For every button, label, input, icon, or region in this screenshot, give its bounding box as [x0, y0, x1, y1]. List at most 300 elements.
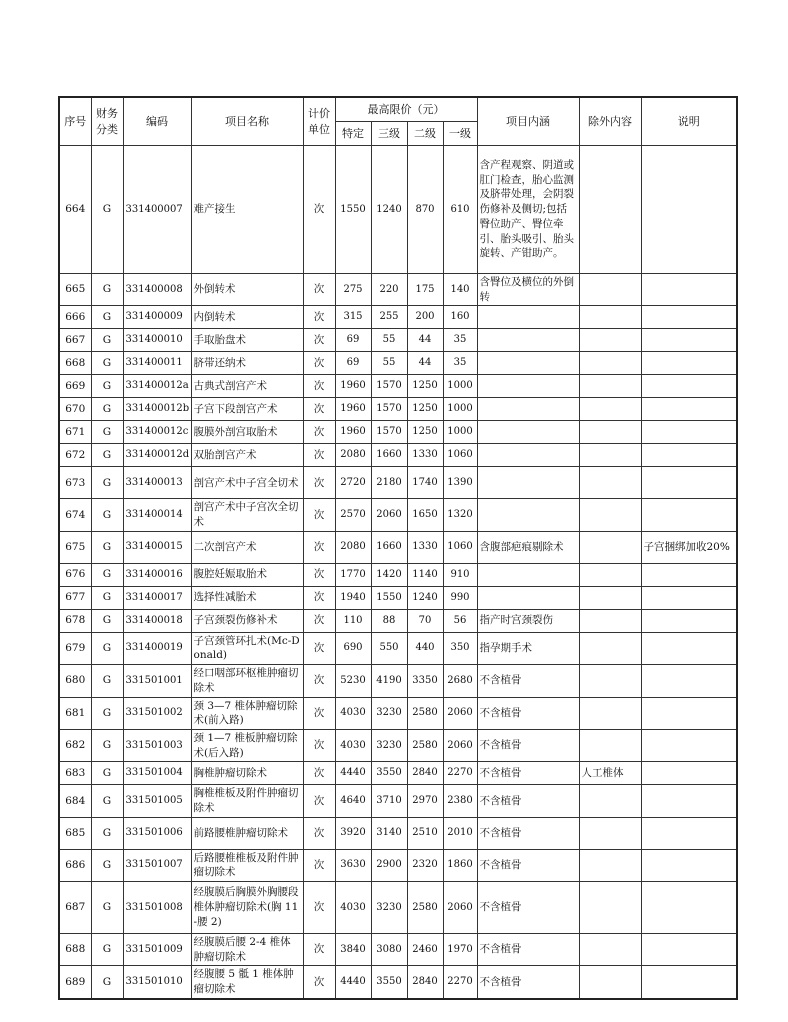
cell-excl — [579, 499, 641, 531]
cell-special: 69 — [335, 352, 371, 375]
cell-special: 690 — [335, 632, 371, 664]
cell-g1: 2010 — [443, 817, 477, 849]
cell-code: 331400019 — [123, 632, 191, 664]
cell-name: 手取胎盘术 — [191, 329, 303, 352]
cell-unit: 次 — [303, 849, 335, 881]
cell-fin: G — [91, 352, 123, 375]
cell-seq: 664 — [59, 146, 91, 274]
cell-special: 315 — [335, 306, 371, 329]
cell-unit: 次 — [303, 444, 335, 467]
cell-code: 331400012d — [123, 444, 191, 467]
cell-seq: 668 — [59, 352, 91, 375]
cell-unit: 次 — [303, 398, 335, 421]
cell-fin: G — [91, 467, 123, 499]
cell-content: 不含植骨 — [477, 785, 579, 817]
cell-unit: 次 — [303, 467, 335, 499]
cell-excl — [579, 665, 641, 697]
cell-g3: 3550 — [371, 966, 407, 999]
header-special: 特定 — [335, 122, 371, 146]
cell-code: 331400017 — [123, 586, 191, 609]
cell-code: 331400009 — [123, 306, 191, 329]
cell-g1: 910 — [443, 563, 477, 586]
table-row — [59, 146, 737, 274]
table-row — [59, 966, 737, 999]
cell-g2: 1140 — [407, 563, 443, 586]
cell-note — [641, 849, 737, 881]
cell-unit: 次 — [303, 352, 335, 375]
cell-g3: 1570 — [371, 375, 407, 398]
cell-g1: 2680 — [443, 665, 477, 697]
cell-code: 331501004 — [123, 762, 191, 785]
cell-g1: 1860 — [443, 849, 477, 881]
cell-g1: 2060 — [443, 697, 477, 729]
cell-special: 1550 — [335, 146, 371, 274]
cell-seq: 673 — [59, 467, 91, 499]
cell-content — [477, 444, 579, 467]
cell-fin: G — [91, 966, 123, 999]
cell-code: 331501001 — [123, 665, 191, 697]
cell-name: 经腹膜后腰 2-4 椎体肿瘤切除术 — [191, 934, 303, 966]
cell-g2: 1650 — [407, 499, 443, 531]
header-content: 项目内涵 — [477, 97, 579, 146]
cell-excl — [579, 632, 641, 664]
cell-excl — [579, 882, 641, 934]
cell-code: 331400014 — [123, 499, 191, 531]
cell-seq: 687 — [59, 882, 91, 934]
cell-g1: 1320 — [443, 499, 477, 531]
cell-code: 331400008 — [123, 274, 191, 306]
header-unit: 计价单位 — [303, 97, 335, 146]
cell-code: 331400007 — [123, 146, 191, 274]
cell-g2: 2840 — [407, 762, 443, 785]
cell-fin: G — [91, 817, 123, 849]
cell-g3: 1240 — [371, 146, 407, 274]
cell-excl — [579, 306, 641, 329]
header-name: 项目名称 — [191, 97, 303, 146]
cell-special: 4030 — [335, 729, 371, 761]
cell-g1: 1000 — [443, 398, 477, 421]
cell-note — [641, 444, 737, 467]
cell-content — [477, 586, 579, 609]
cell-g3: 1660 — [371, 444, 407, 467]
cell-g2: 2840 — [407, 966, 443, 999]
cell-special: 2080 — [335, 444, 371, 467]
cell-excl — [579, 817, 641, 849]
cell-content: 不含植骨 — [477, 697, 579, 729]
cell-excl — [579, 785, 641, 817]
cell-note — [641, 421, 737, 444]
cell-special: 4440 — [335, 762, 371, 785]
cell-content: 含臀位及横位的外倒转 — [477, 274, 579, 306]
cell-unit: 次 — [303, 697, 335, 729]
cell-fin: G — [91, 398, 123, 421]
cell-g2: 440 — [407, 632, 443, 664]
cell-fin: G — [91, 329, 123, 352]
cell-fin: G — [91, 665, 123, 697]
cell-excl — [579, 329, 641, 352]
cell-g3: 2060 — [371, 499, 407, 531]
cell-unit: 次 — [303, 531, 335, 563]
cell-g1: 1060 — [443, 444, 477, 467]
cell-note — [641, 966, 737, 999]
cell-unit: 次 — [303, 329, 335, 352]
cell-g2: 1740 — [407, 467, 443, 499]
cell-note — [641, 665, 737, 697]
cell-content — [477, 467, 579, 499]
cell-content — [477, 563, 579, 586]
cell-excl — [579, 467, 641, 499]
cell-name: 前路腰椎肿瘤切除术 — [191, 817, 303, 849]
cell-note — [641, 934, 737, 966]
cell-content — [477, 306, 579, 329]
cell-excl — [579, 531, 641, 563]
cell-name: 内倒转术 — [191, 306, 303, 329]
cell-fin: G — [91, 421, 123, 444]
cell-seq: 672 — [59, 444, 91, 467]
cell-special: 1960 — [335, 398, 371, 421]
cell-name: 剖宫产术中子宫全切术 — [191, 467, 303, 499]
cell-seq: 680 — [59, 665, 91, 697]
table-row — [59, 882, 737, 934]
cell-g2: 2460 — [407, 934, 443, 966]
cell-seq: 682 — [59, 729, 91, 761]
cell-special: 3840 — [335, 934, 371, 966]
cell-g2: 44 — [407, 352, 443, 375]
cell-fin: G — [91, 146, 123, 274]
cell-g3: 1660 — [371, 531, 407, 563]
cell-note — [641, 352, 737, 375]
cell-excl — [579, 966, 641, 999]
cell-note — [641, 882, 737, 934]
table-row — [59, 849, 737, 881]
cell-content — [477, 499, 579, 531]
cell-unit: 次 — [303, 375, 335, 398]
header-note: 说明 — [641, 97, 737, 146]
table-row — [59, 762, 737, 785]
cell-g3: 220 — [371, 274, 407, 306]
cell-content: 不含植骨 — [477, 966, 579, 999]
cell-fin: G — [91, 444, 123, 467]
cell-note — [641, 729, 737, 761]
cell-special: 3630 — [335, 849, 371, 881]
header-g1: 一级 — [443, 122, 477, 146]
cell-excl — [579, 444, 641, 467]
cell-fin: G — [91, 306, 123, 329]
cell-special: 110 — [335, 609, 371, 632]
cell-note — [641, 632, 737, 664]
cell-g2: 3350 — [407, 665, 443, 697]
cell-seq: 677 — [59, 586, 91, 609]
cell-special: 1960 — [335, 375, 371, 398]
cell-g3: 1550 — [371, 586, 407, 609]
cell-special: 1770 — [335, 563, 371, 586]
cell-fin: G — [91, 785, 123, 817]
cell-g1: 35 — [443, 352, 477, 375]
cell-g2: 175 — [407, 274, 443, 306]
cell-content: 不含植骨 — [477, 665, 579, 697]
cell-excl — [579, 849, 641, 881]
cell-excl — [579, 274, 641, 306]
cell-unit: 次 — [303, 665, 335, 697]
cell-code: 331400018 — [123, 609, 191, 632]
cell-unit: 次 — [303, 421, 335, 444]
cell-seq: 689 — [59, 966, 91, 999]
cell-g3: 2900 — [371, 849, 407, 881]
cell-code: 331400013 — [123, 467, 191, 499]
cell-g1: 2060 — [443, 729, 477, 761]
table-row — [59, 531, 737, 563]
cell-name: 胸椎肿瘤切除术 — [191, 762, 303, 785]
table-row — [59, 421, 737, 444]
cell-fin: G — [91, 609, 123, 632]
cell-special: 1940 — [335, 586, 371, 609]
cell-content — [477, 352, 579, 375]
cell-unit: 次 — [303, 306, 335, 329]
cell-excl — [579, 729, 641, 761]
header-g3: 三级 — [371, 122, 407, 146]
cell-seq: 676 — [59, 563, 91, 586]
cell-special: 3920 — [335, 817, 371, 849]
table-header — [59, 97, 737, 146]
cell-code: 331501008 — [123, 882, 191, 934]
cell-g2: 2580 — [407, 729, 443, 761]
cell-g2: 870 — [407, 146, 443, 274]
cell-special: 4030 — [335, 697, 371, 729]
cell-note — [641, 697, 737, 729]
cell-special: 69 — [335, 329, 371, 352]
cell-excl: 人工椎体 — [579, 762, 641, 785]
cell-code: 331400015 — [123, 531, 191, 563]
cell-g3: 2180 — [371, 467, 407, 499]
cell-unit: 次 — [303, 632, 335, 664]
cell-unit: 次 — [303, 146, 335, 274]
cell-g1: 2270 — [443, 762, 477, 785]
cell-seq: 686 — [59, 849, 91, 881]
cell-content — [477, 375, 579, 398]
cell-name: 腹腔妊娠取胎术 — [191, 563, 303, 586]
cell-note — [641, 274, 737, 306]
table-row — [59, 697, 737, 729]
cell-g2: 1250 — [407, 421, 443, 444]
cell-name: 子宫颈管环扎术(Mc-Donald) — [191, 632, 303, 664]
cell-note — [641, 817, 737, 849]
cell-g3: 1420 — [371, 563, 407, 586]
cell-g2: 200 — [407, 306, 443, 329]
cell-g1: 2270 — [443, 966, 477, 999]
cell-content: 指产时宫颈裂伤 — [477, 609, 579, 632]
cell-fin: G — [91, 882, 123, 934]
cell-excl — [579, 146, 641, 274]
cell-seq: 685 — [59, 817, 91, 849]
cell-g1: 160 — [443, 306, 477, 329]
cell-g3: 255 — [371, 306, 407, 329]
cell-g1: 610 — [443, 146, 477, 274]
cell-g2: 1250 — [407, 398, 443, 421]
cell-g1: 1000 — [443, 375, 477, 398]
table-row — [59, 563, 737, 586]
cell-excl — [579, 586, 641, 609]
cell-unit: 次 — [303, 609, 335, 632]
table-row — [59, 398, 737, 421]
cell-special: 2570 — [335, 499, 371, 531]
table-row — [59, 665, 737, 697]
cell-code: 331400016 — [123, 563, 191, 586]
cell-g3: 550 — [371, 632, 407, 664]
cell-seq: 671 — [59, 421, 91, 444]
cell-content: 指孕期手术 — [477, 632, 579, 664]
cell-name: 经腹膜后胸膜外胸腰段椎体肿瘤切除术(胸 11-腰 2) — [191, 882, 303, 934]
cell-fin: G — [91, 375, 123, 398]
cell-unit: 次 — [303, 499, 335, 531]
cell-unit: 次 — [303, 882, 335, 934]
cell-g1: 56 — [443, 609, 477, 632]
cell-seq: 667 — [59, 329, 91, 352]
cell-excl — [579, 352, 641, 375]
cell-name: 腹膜外剖宫取胎术 — [191, 421, 303, 444]
cell-excl — [579, 609, 641, 632]
cell-special: 4030 — [335, 882, 371, 934]
cell-code: 331501003 — [123, 729, 191, 761]
cell-content: 不含植骨 — [477, 762, 579, 785]
cell-special: 5230 — [335, 665, 371, 697]
cell-note — [641, 375, 737, 398]
cell-note — [641, 499, 737, 531]
cell-g3: 1570 — [371, 421, 407, 444]
cell-g1: 1970 — [443, 934, 477, 966]
cell-g2: 70 — [407, 609, 443, 632]
cell-unit: 次 — [303, 729, 335, 761]
cell-seq: 684 — [59, 785, 91, 817]
table-row — [59, 375, 737, 398]
cell-name: 选择性减胎术 — [191, 586, 303, 609]
cell-unit: 次 — [303, 586, 335, 609]
cell-name: 颈 1—7 椎板肿瘤切除术(后入路) — [191, 729, 303, 761]
cell-g2: 2510 — [407, 817, 443, 849]
table-row — [59, 444, 737, 467]
cell-g3: 3230 — [371, 729, 407, 761]
cell-seq: 665 — [59, 274, 91, 306]
cell-special: 4440 — [335, 966, 371, 999]
cell-name: 经口咽部环枢椎肿瘤切除术 — [191, 665, 303, 697]
cell-g1: 1390 — [443, 467, 477, 499]
cell-name: 双胎剖宫产术 — [191, 444, 303, 467]
table-row — [59, 274, 737, 306]
cell-name: 难产接生 — [191, 146, 303, 274]
cell-code: 331400012a — [123, 375, 191, 398]
cell-g3: 3080 — [371, 934, 407, 966]
table-row — [59, 632, 737, 664]
cell-g3: 3550 — [371, 762, 407, 785]
cell-g2: 1250 — [407, 375, 443, 398]
cell-name: 经腹腰 5 骶 1 椎体肿瘤切除术 — [191, 966, 303, 999]
cell-seq: 674 — [59, 499, 91, 531]
cell-name: 外倒转术 — [191, 274, 303, 306]
cell-g1: 140 — [443, 274, 477, 306]
cell-name: 子宫颈裂伤修补术 — [191, 609, 303, 632]
cell-fin: G — [91, 499, 123, 531]
cell-special: 2080 — [335, 531, 371, 563]
cell-content — [477, 398, 579, 421]
cell-g2: 44 — [407, 329, 443, 352]
header-g2: 二级 — [407, 122, 443, 146]
cell-seq: 688 — [59, 934, 91, 966]
cell-content: 含腹部疤痕剔除术 — [477, 531, 579, 563]
cell-g2: 2580 — [407, 882, 443, 934]
cell-g3: 88 — [371, 609, 407, 632]
cell-name: 后路腰椎椎板及附件肿瘤切除术 — [191, 849, 303, 881]
header-fin: 财务分类 — [91, 97, 123, 146]
cell-note — [641, 785, 737, 817]
cell-note — [641, 467, 737, 499]
cell-special: 4640 — [335, 785, 371, 817]
cell-fin: G — [91, 729, 123, 761]
cell-note — [641, 329, 737, 352]
cell-g1: 2060 — [443, 882, 477, 934]
cell-name: 古典式剖宫产术 — [191, 375, 303, 398]
cell-excl — [579, 697, 641, 729]
table-row — [59, 934, 737, 966]
cell-name: 二次剖宫产术 — [191, 531, 303, 563]
cell-fin: G — [91, 934, 123, 966]
cell-note: 子宫捆绑加收20% — [641, 531, 737, 563]
cell-content: 含产程观察、阴道或肛门检查，胎心监测及脐带处理，会阴裂伤修补及侧切;包括臀位助产、臀位牵引、胎头吸引、胎头旋转、产钳助产。 — [477, 146, 579, 274]
header-code: 编码 — [123, 97, 191, 146]
cell-g3: 55 — [371, 352, 407, 375]
cell-note — [641, 306, 737, 329]
cell-name: 子宫下段剖宫产术 — [191, 398, 303, 421]
cell-fin: G — [91, 849, 123, 881]
cell-fin: G — [91, 762, 123, 785]
cell-excl — [579, 934, 641, 966]
cell-g2: 1330 — [407, 531, 443, 563]
table-row — [59, 467, 737, 499]
cell-g3: 3710 — [371, 785, 407, 817]
cell-g1: 2380 — [443, 785, 477, 817]
cell-content — [477, 329, 579, 352]
cell-g3: 3230 — [371, 882, 407, 934]
cell-fin: G — [91, 697, 123, 729]
cell-code: 331400011 — [123, 352, 191, 375]
cell-g2: 2970 — [407, 785, 443, 817]
cell-g3: 3140 — [371, 817, 407, 849]
cell-content: 不含植骨 — [477, 849, 579, 881]
cell-code: 331501005 — [123, 785, 191, 817]
cell-seq: 675 — [59, 531, 91, 563]
cell-code: 331400012c — [123, 421, 191, 444]
cell-content: 不含植骨 — [477, 882, 579, 934]
cell-seq: 678 — [59, 609, 91, 632]
cell-code: 331501009 — [123, 934, 191, 966]
cell-name: 脐带还纳术 — [191, 352, 303, 375]
table-row — [59, 729, 737, 761]
table-row — [59, 499, 737, 531]
table-row — [59, 609, 737, 632]
cell-note — [641, 563, 737, 586]
cell-name: 颈 3—7 椎体肿瘤切除术(前入路) — [191, 697, 303, 729]
cell-unit: 次 — [303, 762, 335, 785]
cell-g1: 350 — [443, 632, 477, 664]
cell-g1: 35 — [443, 329, 477, 352]
cell-g1: 1000 — [443, 421, 477, 444]
cell-unit: 次 — [303, 785, 335, 817]
cell-excl — [579, 398, 641, 421]
cell-special: 275 — [335, 274, 371, 306]
cell-code: 331400010 — [123, 329, 191, 352]
cell-content: 不含植骨 — [477, 934, 579, 966]
table-body — [59, 146, 737, 999]
cell-g2: 1330 — [407, 444, 443, 467]
cell-fin: G — [91, 274, 123, 306]
